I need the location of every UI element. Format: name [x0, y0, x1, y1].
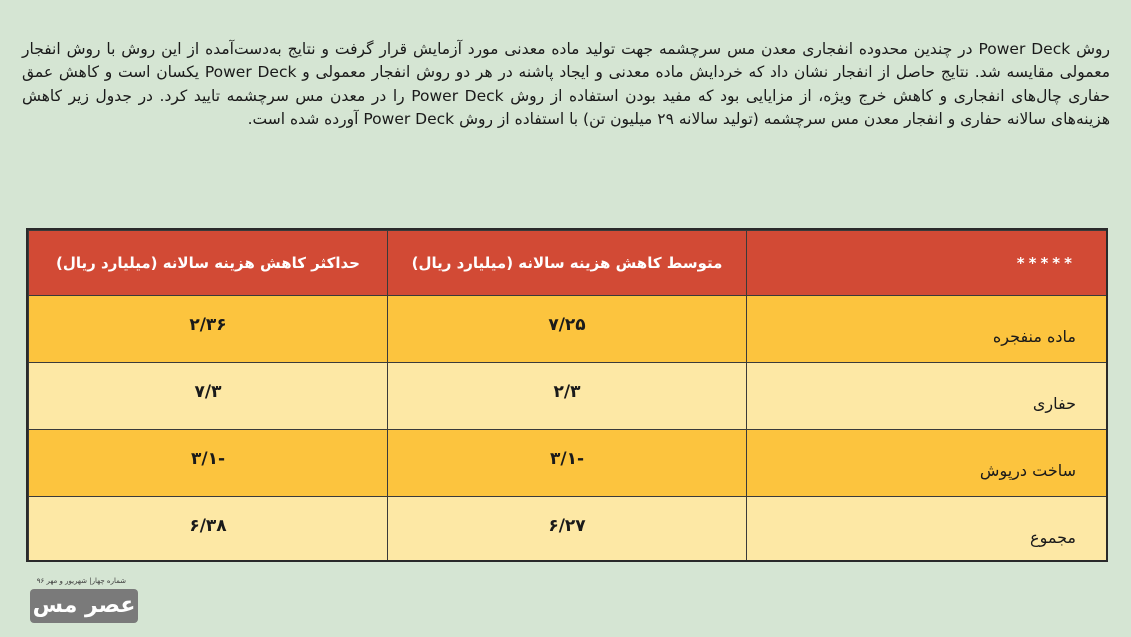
row-avg-value: ۷/۲۵: [388, 296, 747, 363]
magazine-logo: [30, 577, 140, 627]
table-row: [29, 296, 1107, 363]
intro-paragraph: روش Power Deck در چندین محدوده انفجاری معدن مس سرچشمه جهت تولید ماده معدنی مورد آزمایش قرار گرفت و نتایج به‌دست‌آمده از این روش با روش انفجار معمولی مقایسه شد. نتایج حاصل از انفجار نشان داد که خردایش ماده معدنی و ایجاد پاشنه در هر دو روش انفجار معمولی و Power Deck یکسان است و کاهش عمق حفاری چال‌های انفجاری و کاهش خرج ویژه، از مزایایی بود که مفید بودن استفاده از روش Power Deck را در معدن مس سرچشمه تایید کرد. در جدول زیر کاهش هزینه‌های سالانه حفاری و انفجار معدن مس سرچشمه (تولید سالانه ۲۹ میلیون تن) با استفاده از روش Power Deck آورده شده است.: [22, 40, 1110, 129]
header-avg-reduction: متوسط کاهش هزینه سالانه (میلیارد ریال): [388, 231, 747, 296]
row-item-label: حفاری: [747, 363, 1107, 430]
row-max-value: -۳/۱: [29, 430, 388, 497]
row-max-value: ۲/۳۶: [29, 296, 388, 363]
row-avg-value: -۳/۱: [388, 430, 747, 497]
table-row: [29, 363, 1107, 430]
table-row-total: [29, 497, 1107, 563]
row-avg-value: ۶/۲۷: [388, 497, 747, 563]
header-item: *****: [747, 231, 1107, 296]
logo-mark: عصر مس: [30, 589, 138, 623]
row-item-label: مجموع: [747, 497, 1107, 563]
row-avg-value: ۲/۳: [388, 363, 747, 430]
row-item-label: ساخت درپوش: [747, 430, 1107, 497]
logo-caption: شماره چهار| شهریور و مهر ۹۶: [36, 577, 126, 585]
row-max-value: ۶/۳۸: [29, 497, 388, 563]
header-max-reduction: حداکثر کاهش هزینه سالانه (میلیارد ریال): [29, 231, 388, 296]
table-row: [29, 430, 1107, 497]
table-header-row: [29, 231, 1107, 296]
cost-reduction-table: [26, 228, 1108, 562]
row-max-value: ۷/۳: [29, 363, 388, 430]
row-item-label: ماده منفجره: [747, 296, 1107, 363]
